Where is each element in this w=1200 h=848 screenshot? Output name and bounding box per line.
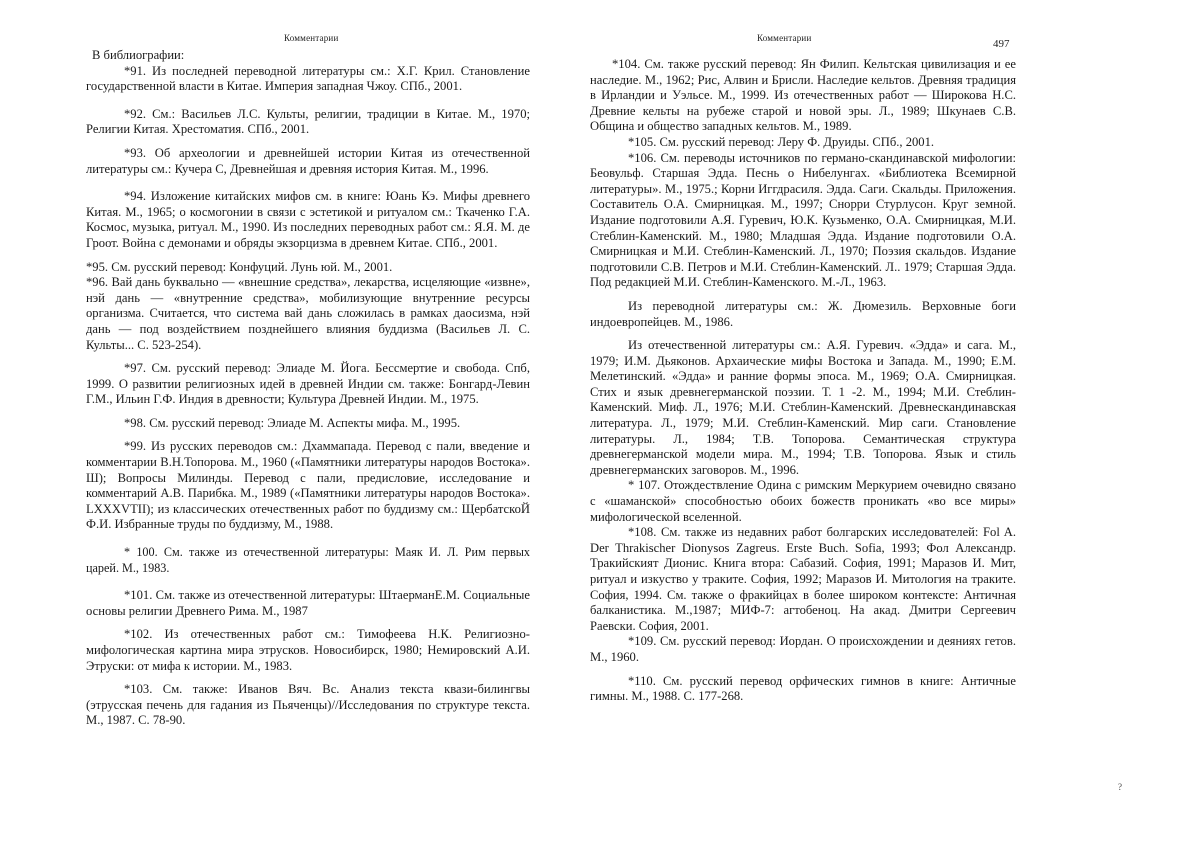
note-101: *101. См. также из отечественной литературы: ШтаерманЕ.М. Социальные основы религии Древнего Рима. М., 1987 [86, 588, 530, 618]
note-98: *98. См. русский перевод: Элиаде М. Аспекты мифа. М., 1995. [124, 415, 461, 430]
running-head-left: Комментарии [284, 33, 339, 43]
note-106: *106. См. переводы источников по германо-скандинавской мифологии: Беовульф. Старшая Эдда. Песнь о Нибелунгах. «Библиотека Всемирной литературы». М., 1975.; Корни Иггдрасиля. Эдда. Саги. Скальды. Приложения. Составитель О.А. Смирницкая. М., 1997; Снорри Стурлусон. Круг земной. Издание подготовили А.Я. Гуревич, Ю.К. Кузьменко, О.А. Смирницкая, М.И. Стеблин-Каменский. М., 1980; Младшая Эдда. Издание подготовили О.А. Смирницкая и М.И. Стеблин-Каменский. Л., 1970; Поэзия скальдов. Издание подготовили С.В. Петров и М.И. Стеблин-Каменский. Л.. 1979; Старшая Эдда. Под редакцией М.И. Стеблин-Каменского. М.-Л., 1963. [590, 150, 1016, 290]
note-108: *108. См. также из недавних работ болгарских исследователей: Fol A. Der Thrakischer Dionysos Zagreus. Erste Buch. Sofia, 1993; Фол Александр. Тракийският Дионис. Книга втора: Сабазий. София, 1991; Маразов И. Мит, ритуал и изкуство у траките. София, 1992; Маразов И. Митология на траките. София, 1994. См. также о фракийцах в более широком контексте: Античная балканистика. М.,1987; МИФ-7: агтобеноц. На акад. Дмитри Сергеевич Раевски. София, 2001. [590, 525, 1016, 633]
note-106-translated-literature: Из переводной литературы см.: Ж. Дюмезиль. Верховные боги индоевропейцев. М., 1986. [590, 298, 1016, 329]
page-number: 497 [993, 38, 1010, 50]
note-95: *95. См. русский перевод: Конфуций. Лунь юй. М., 2001. [86, 259, 393, 274]
note-97: *97. См. русский перевод: Элиаде М. Йога. Бессмертие и свобода. Спб, 1999. О развитии религиозных идей в древней Индии см. также: Бонгард-Левин Г.М., Ильин Г.Ф. Индия в древности; Культура Древней Индии. М., 1975. [86, 361, 530, 407]
note-92: *92. См.: Васильев Л.С. Культы, религии, традиции в Китае. М., 1970; Религии Китая. Хрестоматия. СПб., 2001. [86, 106, 530, 137]
note-104: *104. См. также русский перевод: Ян Филип. Кельтская цивилизация и ее наследие. М., 1962; Рис, Алвин и Брисли. Наследие кельтов. Древняя традиция в Ирландии и Уэльсе. М., 1999. Из отечественных работ — Широкова Н.С. Древние кельты на рубеже старой и новой эры. Л., 1989; Шкунаев С.В. Община и общество западных кельтов. М., 1989. [590, 57, 1016, 134]
margin-mark: ? [1118, 782, 1122, 792]
note-96: *96. Вай дань буквально — «внешние средства», лекарства, исцеляющие «извне», нэй дань — «внутренние средства», мобилизующие внутренние ресурсы организма. Считается, что система вай дань сложилась в рамках даосизма, нэй дань — под воздействием позднейшего влияния буддизма (Васильев Л. С. Культы... С. 523-254). [86, 275, 530, 352]
note-109: *109. См. русский перевод: Иордан. О происхождении и деяниях гетов. М., 1960. [590, 634, 1016, 664]
note-91: *91. Из последней переводной литературы см.: Х.Г. Крил. Становление государственной власти в Китае. Империя западная Чжоу. СПб., 2001. [86, 63, 530, 94]
bibliography-heading: В библиографии: [92, 48, 185, 62]
note-100: * 100. См. также из отечественной литературы: Маяк И. Л. Рим первых царей. М., 1983. [86, 545, 530, 575]
right-column [590, 57, 1016, 705]
running-head-right: Комментарии [757, 33, 812, 43]
note-103: *103. См. также: Иванов Вяч. Вс. Анализ текста квази-билингвы (этрусская печень для гадания из Пьяченцы)//Исследования по структуре текста. М., 1987. С. 78-90. [86, 682, 530, 728]
right-page [590, 0, 1200, 848]
note-94: *94. Изложение китайских мифов см. в книге: Юань Кэ. Мифы древнего Китая. М., 1965; о космогонии в связи с эстетикой и ритуалом см.: Ткаченко Г.А. Космос, музыка, ритуал. М., 1990. Из последних переводных работ см.: Я.Я. М. де Гроот. Война с демонами и обряды экзорцизма в древнем Китае. СПб., 2001. [86, 189, 530, 250]
note-93: *93. Об археологии и древнейшей истории Китая из отечественной литературы см.: Кучера С, Древнейшая и древняя история Китая. М., 1996. [86, 145, 530, 176]
note-110: *110. См. русский перевод орфических гимнов в книге: Античные гимны. М., 1988. С. 177-268. [590, 673, 1016, 704]
note-102: *102. Из отечественных работ см.: Тимофеева Н.К. Религиозно-мифологическая картина мира этрусков. Новосибирск, 1980; Немировский А.И. Этруски: от мифа к истории. М., 1983. [86, 627, 530, 673]
left-column [86, 48, 530, 729]
note-105: *105. См. русский перевод: Леру Ф. Друиды. СПб., 2001. [628, 134, 935, 149]
note-106-domestic-literature: Из отечественной литературы см.: А.Я. Гуревич. «Эдда» и сага. М., 1979; И.М. Дьяконов. Архаические мифы Востока и Запада. М., 1990; Е.М. Мелетинский. «Эдда» и ранние формы эпоса. М., 1969; О.А. Смирницкая. Стих и язык древнегерманской поэзии. Т. 1 -2. М., 1994; М.И. Стеблин-Каменский. Миф. Л., 1976; М.И. Стеблин-Каменский. Древнескандинавская литература. Л., 1979; М.И. Стеблин-Каменский. Мир саги. Становление литературы. Л., 1984; Т.В. Топорова. Семантическая структура древнегерманской модели мира. М., 1994; Т.В. Топорова. Язык и стиль древнегерманских заговоров. М., 1996. [590, 338, 1016, 477]
note-99: *99. Из русских переводов см.: Дхаммапада. Перевод с пали, введение и комментарии В.Н.Топорова. М., 1960 («Памятники литературы народов Востока». Ш); Вопросы Милинды. Перевод с пали, предисловие, исследование и комментарий А.В. Парибка. М., 1989 («Памятники литературы народов Востока». LXXXVTII); из классических отечественных работ по буддизму см.: ЩербатскоЙ Ф.И. Избранные труды по буддизму, М., 1988. [86, 439, 530, 532]
note-107: * 107. Отождествление Одина с римским Меркурием очевидно связано с «шаманской» способностью обоих божеств проникать «во все миры» мифологической вселенной. [590, 478, 1016, 524]
